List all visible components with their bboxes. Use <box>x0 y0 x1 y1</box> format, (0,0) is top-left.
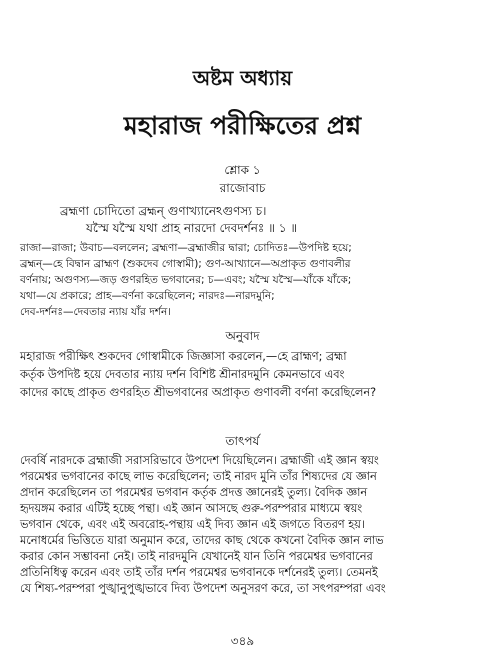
translation-heading: অনুবাদ <box>225 329 260 343</box>
purport-line: প্রতিনিধিত্ব করেন এবং তাই তাঁর দর্শন পরমেশ্বর ভগবানকে দর্শনেরই তুল্য। তেমনই <box>20 566 378 579</box>
verse-line: ব্রহ্মণা চোদিতো ব্রহ্মন্ গুণাখ্যানেঽগুণস্য চ। <box>60 204 267 218</box>
chapter-heading: অষ্টম অধ্যায় <box>192 66 293 90</box>
purport-heading: তাৎপর্য <box>225 434 260 448</box>
synonym-line: রাজা—রাজা; উবাচ—বললেন; ব্রহ্মণা—ব্রহ্মাজীর দ্বারা; চোদিতঃ—উপদিষ্ট হয়ে; <box>20 242 352 254</box>
purport-line: ভগবান থেকে, এবং এই অবরোহ-পন্থায় এই দিব্য জ্ঞান এই জগতে বিতরণ হয়। <box>20 518 365 531</box>
purport-line: করার কোন সম্ভাবনা নেই। তাই নারদমুনি যেখানেই যান তিনি পরমেশ্বর ভগবানের <box>20 550 373 563</box>
verse-line: যস্মৈ যস্মৈ যথা প্রাহ নারদো দেবদর্শনঃ ॥ ১ ॥ <box>86 221 298 235</box>
purport-line: হৃদয়ঙ্গম করার এটিই হচ্ছে পন্থা। এই জ্ঞান আসছে গুরু-পরম্পরার মাধ্যমে স্বয়ং <box>20 502 363 515</box>
translation-line: মহারাজ পরীক্ষিৎ শুকদেব গোস্বামীকে জিজ্ঞাসা করলেন,—হে ব্রাহ্মণ; ব্রহ্মা <box>20 350 347 363</box>
page-number: ৩৪৯ <box>230 634 255 648</box>
purport-line: পরমেশ্বর ভগবানের কাছে লাভ করেছিলেন; তাই নারদ মুনি তাঁর শিষ্যদের যে জ্ঞান <box>20 470 377 483</box>
purport-line: দেবর্ষি নারদকে ব্রহ্মাজী সরাসরিভাবে উপদেশ দিয়েছিলেন। ব্রহ্মাজী এই জ্ঞান স্বয়ং <box>20 454 379 467</box>
synonym-line: যথা—যে প্রকারে; প্রাহ—বর্ণনা করেছিলেন; নারদঃ—নারদমুনি; <box>20 290 275 302</box>
synonym-line: দেব-দর্শনঃ—দেবতার ন্যায় যাঁর দর্শন। <box>20 306 171 318</box>
sloka-heading: রাজোবাচ <box>219 181 266 195</box>
page-title: মহারাজ পরীক্ষিতের প্রশ্ন <box>123 111 362 140</box>
purport-line: মনোধর্মের ভিত্তিতে যারা অনুমান করে, তাদের কাছ থেকে কখনো বৈদিক জ্ঞান লাভ <box>20 534 384 547</box>
synonym-line: ব্রহ্মন্—হে বিদ্বান ব্রাহ্মণ (শুকদেব গোস্বামী); গুণ-আখ্যানে—অপ্রাকৃত গুণাবলীর <box>20 258 351 270</box>
translation-line: কর্তৃক উপদিষ্ট হয়ে দেবতার ন্যায় দর্শন বিশিষ্ট শ্রীনারদমুনি কেমনভাবে এবং <box>20 368 345 381</box>
translation-line: কাদের কাছে প্রাকৃত গুণরহিত শ্রীভগবানের অপ্রাকৃত গুণাবলী বর্ণনা করেছিলেন? <box>20 386 377 399</box>
sloka-label: শ্লোক ১ <box>224 163 261 177</box>
purport-line: যে শিষ্য-পরম্পরা পুঙ্খানুপুঙ্খভাবে দিব্য উপদেশ অনুসরণ করে, তা সৎপরম্পরা এবং <box>20 582 386 595</box>
purport-line: প্রদান করেছিলেন তা পরমেশ্বর ভগবান কর্তৃক প্রদত্ত জ্ঞানেরই তুল্য। বৈদিক জ্ঞান <box>20 486 368 499</box>
synonym-line: বর্ণনায়; অগুণস্য—জড় গুণরহিত ভগবানের; চ—এবং; যস্মৈ যস্মৈ—যাঁকে যাঁকে; <box>20 274 352 286</box>
